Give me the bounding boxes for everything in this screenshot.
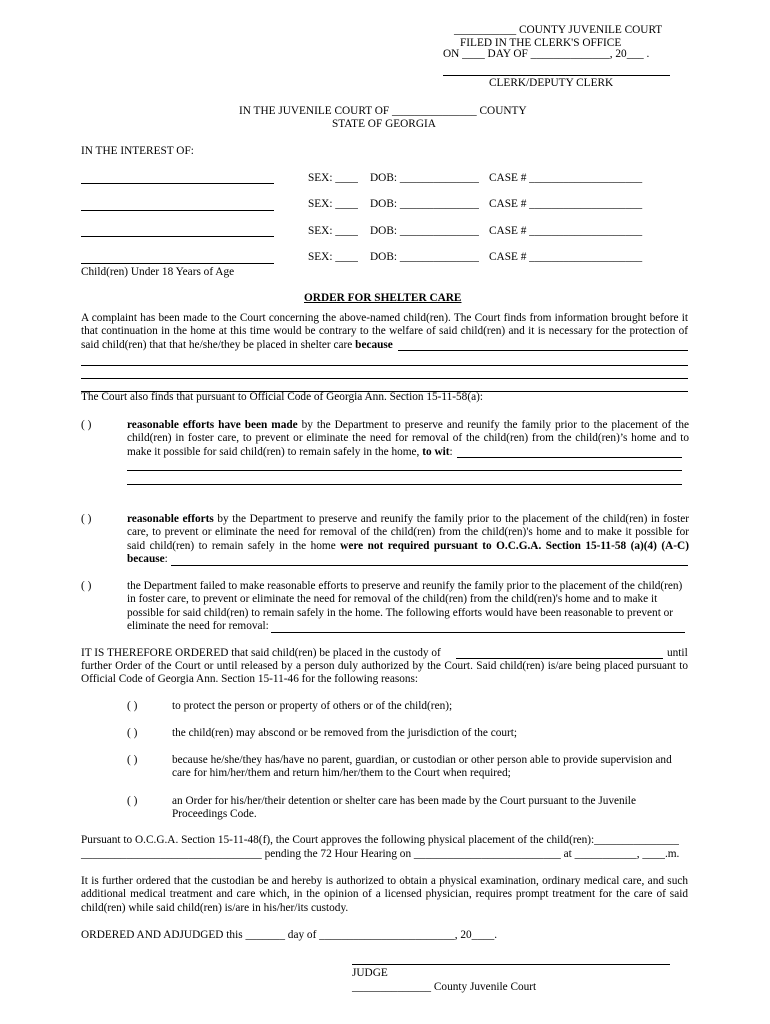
filed-date-line: ON ____ DAY OF ______________, 20___ . [443, 48, 650, 60]
to-wit-label: to wit [422, 445, 450, 458]
placement-line-1: Pursuant to O.C.G.A. Section 15-11-48(f), the Court approves the following physical placement of the child(ren):_______________ [81, 834, 679, 846]
clerk-signature-line [443, 75, 670, 76]
court-heading: IN THE JUVENILE COURT OF _______________ COUNTY [239, 105, 527, 117]
state-heading: STATE OF GEORGIA [332, 118, 436, 130]
complaint-text: A complaint has been made to the Court concerning the above-named child(ren). The Court finds from information brought before it that continuation in the home at this time would be contrary to the welfare of said child(ren) and it is necessary for the protection of said child(ren) that that he/she/they be placed in shelter care [81, 312, 688, 351]
ordered-rest: further Order of the Court or until released by a person duly authorized by the Court. Said child(ren) is/are being placed pursuant to Official Code of Georgia Ann. Section 15-11-46 for the following reasons: [81, 660, 688, 686]
option-3-checkbox[interactable]: ( ) [81, 580, 92, 592]
custody-line [456, 658, 663, 659]
child-name-line [81, 263, 274, 264]
option-2-checkbox[interactable]: ( ) [81, 513, 92, 525]
placement-line-2: ________________________________ pending the 72 Hour Hearing on __________________________ at ___________, ____.m. [81, 848, 680, 860]
ordered-start: IT IS THEREFORE ORDERED that said child(ren) be placed in the custody of [81, 647, 441, 659]
not-required-because-line [171, 565, 688, 566]
because-label: because [355, 338, 393, 351]
blank-line [127, 470, 682, 471]
option-2-body: by the Department to preserve and reunify the family prior to the placement of the child(ren) in foster care, to prevent or eliminate the need for removal of the child(ren) from the child(ren)'s home and to make it possible for said child(ren) to remain safely in the home [127, 513, 689, 552]
option-1-checkbox[interactable]: ( ) [81, 419, 92, 431]
option-3-text [127, 580, 689, 633]
case-field: CASE # ____________________ [489, 225, 643, 237]
option-3-body: the Department failed to make reasonable efforts to preserve and reunify the family prior to the placement of the child(ren) in foster care, to prevent or eliminate the need for removal of the child(ren) from the child(ren)'s home and to make it possible for said child(ren) to remain safely in the home. The following efforts would have been reasonable to prevent or eliminate the need for removal: [127, 580, 683, 632]
judge-label: JUDGE [352, 967, 388, 979]
reason-1-checkbox[interactable]: ( ) [127, 700, 138, 712]
adjudged-line: ORDERED AND ADJUDGED this _______ day of ________________________, 20____. [81, 929, 498, 941]
reason-3-text: because he/she/they has/have no parent, guardian, or custodian or other person able to provide supervision and care for him/her/them and return him/her/them to the Court when required; [172, 754, 672, 780]
judge-signature-line [352, 964, 670, 965]
option-2-bold: reasonable efforts [127, 513, 214, 525]
complaint-paragraph [81, 312, 688, 352]
sex-field: SEX: ____ [308, 172, 358, 184]
case-field: CASE # ____________________ [489, 172, 643, 184]
dob-field: DOB: ______________ [370, 172, 479, 184]
reason-2-checkbox[interactable]: ( ) [127, 727, 138, 739]
reason-3-checkbox[interactable]: ( ) [127, 754, 138, 766]
order-title: ORDER FOR SHELTER CARE [304, 292, 462, 304]
blank-line [81, 378, 688, 379]
child-name-line [81, 183, 274, 184]
to-wit-line [457, 457, 682, 458]
reason-4-checkbox[interactable]: ( ) [127, 795, 138, 807]
findings-intro: The Court also finds that pursuant to Official Code of Georgia Ann. Section 15-11-58(a): [81, 391, 484, 403]
option-1-body: by the Department to preserve and reunify the family prior to the placement of the child(ren) in foster care, to prevent or eliminate the need for removal of the child(ren) from the child(ren)’s home and to make it possible for said child(ren) to remain safely in the home, [127, 419, 689, 458]
dob-field: DOB: ______________ [370, 251, 479, 263]
sex-field: SEX: ____ [308, 225, 358, 237]
option-2-bold-2: were not required pursuant to O.C.G.A. Section 15-11-58 (a)(4) (A-C) because [127, 539, 689, 565]
child-name-line [81, 236, 274, 237]
county-court-label: ______________ County Juvenile Court [352, 981, 537, 993]
clerk-label: CLERK/DEPUTY CLERK [489, 77, 614, 89]
medical-paragraph: It is further ordered that the custodian be and hereby is authorized to obtain a physical examination, ordinary medical care, and such additional medical treatment and care which, in the opinion of a licensed physician, requires prompt treatment for the care of said child(ren) while said child(ren) is/are in his/her/its custody. [81, 875, 688, 914]
option-2-text: reasonable efforts by the Department to preserve and reunify the family prior to the placement of the child(ren) in foster care, to prevent or eliminate the need for removal of the child(ren) from the child(ren)'s home and to make it possible for said child(ren) to remain safely in the home were not required pursuant to O.C.G.A. Section 15-11-58 (a)(4) (A-C) because: [127, 513, 689, 565]
case-field: CASE # ____________________ [489, 198, 643, 210]
case-field: CASE # ____________________ [489, 251, 643, 263]
filed-line: FILED IN THE CLERK'S OFFICE [460, 37, 622, 49]
blank-line [81, 365, 688, 366]
court-name-line: ___________ COUNTY JUVENILE COURT [454, 24, 663, 36]
reason-2-text: the child(ren) may abscond or be removed from the jurisdiction of the court; [172, 727, 518, 739]
sex-field: SEX: ____ [308, 198, 358, 210]
reason-4-text: an Order for his/her/their detention or shelter care has been made by the Court pursuant to the Juvenile Proceedings Code. [172, 795, 636, 821]
sex-field: SEX: ____ [308, 251, 358, 263]
reason-1-text: to protect the person or property of others or of the child(ren); [172, 700, 453, 712]
option-1-bold: reasonable efforts have been made [127, 419, 298, 431]
option-1-text: reasonable efforts have been made by the Department to preserve and reunify the family prior to the placement of the child(ren) in foster care, to prevent or eliminate the need for removal of the child(ren) from the child(ren)’s home and to make it possible for said child(ren) to remain safely in the home, to wit: [127, 419, 689, 458]
because-line [398, 350, 688, 351]
interest-label: IN THE INTEREST OF: [81, 145, 194, 157]
blank-line [127, 484, 682, 485]
children-label: Child(ren) Under 18 Years of Age [81, 266, 235, 278]
removal-efforts-line [271, 632, 685, 633]
child-name-line [81, 210, 274, 211]
dob-field: DOB: ______________ [370, 198, 479, 210]
until-label: until [667, 647, 688, 659]
dob-field: DOB: ______________ [370, 225, 479, 237]
